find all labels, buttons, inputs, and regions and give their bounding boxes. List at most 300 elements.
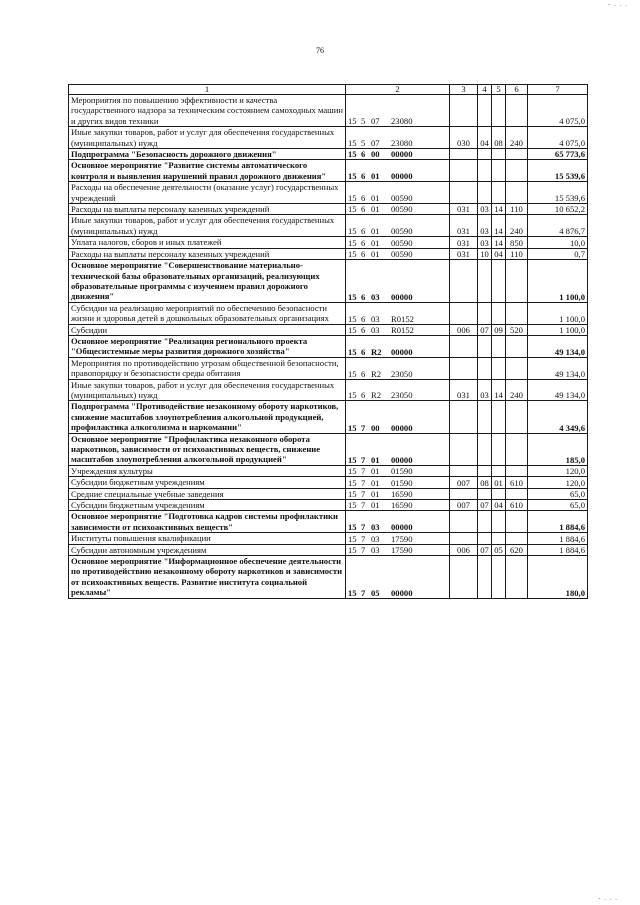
classification-code: 610 <box>506 500 528 511</box>
classification-code <box>506 511 528 533</box>
classification-code <box>450 302 478 324</box>
code-part: 7 <box>361 545 366 556</box>
table-row <box>69 248 588 259</box>
code-part: 6 <box>361 226 366 237</box>
classification-code <box>506 357 528 379</box>
classification-code: 14 <box>492 215 506 237</box>
classification-code: 110 <box>506 204 528 215</box>
classification-code: 240 <box>506 127 528 149</box>
code-part: 15 <box>348 454 357 465</box>
item-name: Мероприятия по противодействию угрозам общественной безопасности, правопорядку и безопасности среды обитания <box>69 357 346 379</box>
code-part: 15 <box>348 324 357 335</box>
classification-code: 110 <box>506 248 528 259</box>
program-code <box>346 149 450 160</box>
code-part: 23080 <box>391 138 413 149</box>
item-name: Иные закупки товаров, работ и услуг для обеспечения государственных (муниципальных) нужд <box>69 127 346 149</box>
classification-code <box>478 160 492 182</box>
classification-code <box>506 433 528 465</box>
program-code <box>346 324 450 335</box>
code-part: 01590 <box>391 466 413 477</box>
item-name: Субсидии бюджетным учреждениям <box>69 477 346 488</box>
program-code <box>346 500 450 511</box>
code-part: 03 <box>371 522 380 533</box>
classification-code <box>506 149 528 160</box>
program-code <box>346 160 450 182</box>
classification-code: 030 <box>450 127 478 149</box>
amount: 4 876,7 <box>528 215 588 237</box>
amount: 49 134,0 <box>528 335 588 357</box>
code-part: 15 <box>348 313 357 324</box>
header-cell: 5 <box>492 85 506 95</box>
classification-code: 850 <box>506 237 528 248</box>
classification-code <box>506 401 528 433</box>
classification-code <box>506 556 528 599</box>
classification-code <box>492 488 506 499</box>
code-part: 15 <box>348 171 357 182</box>
classification-code: 09 <box>492 324 506 335</box>
item-name: Основное мероприятие "Информационное обеспечение деятельности по противодействию незаконному обороту наркотиков и зависимости от психоактивных веществ. Развитие института социальной рекламы" <box>69 556 346 599</box>
classification-code <box>450 401 478 433</box>
program-code <box>346 544 450 555</box>
item-name: Основное мероприятие "Развитие системы автоматического контроля и выявления нарушений правил дорожного движения" <box>69 160 346 182</box>
code-part: 7 <box>361 454 366 465</box>
classification-code <box>478 182 492 204</box>
table-row <box>69 260 588 303</box>
classification-code <box>450 149 478 160</box>
table-row <box>69 379 588 401</box>
classification-code <box>478 401 492 433</box>
code-part: 03 <box>371 291 380 302</box>
code-part: 01 <box>371 489 380 500</box>
code-part: 7 <box>361 533 366 544</box>
amount: 15 539,6 <box>528 182 588 204</box>
code-part: 00000 <box>391 346 413 357</box>
code-part: 00000 <box>391 149 413 160</box>
classification-code: 031 <box>450 248 478 259</box>
code-part: 00000 <box>391 422 413 433</box>
code-part: 15 <box>348 193 357 204</box>
code-part: 01 <box>371 226 380 237</box>
classification-code: 007 <box>450 477 478 488</box>
classification-code: 08 <box>478 477 492 488</box>
code-part: 00000 <box>391 171 413 182</box>
code-part: 07 <box>371 138 380 149</box>
table-row <box>69 477 588 488</box>
classification-code: 04 <box>478 127 492 149</box>
classification-code <box>492 556 506 599</box>
code-part: 6 <box>361 193 366 204</box>
code-part: 6 <box>361 249 366 260</box>
table-row <box>69 237 588 248</box>
amount: 15 539,6 <box>528 160 588 182</box>
code-part: 03 <box>371 533 380 544</box>
item-name: Иные закупки товаров, работ и услуг для обеспечения государственных (муниципальных) нужд <box>69 215 346 237</box>
code-part: 07 <box>371 116 380 127</box>
classification-code: 610 <box>506 477 528 488</box>
amount: 49 134,0 <box>528 357 588 379</box>
code-part: 16590 <box>391 489 413 500</box>
code-part: 15 <box>348 346 357 357</box>
header-cell: 7 <box>528 85 588 95</box>
classification-code <box>506 160 528 182</box>
code-part: 15 <box>348 533 357 544</box>
classification-code: 04 <box>492 248 506 259</box>
table-row <box>69 465 588 476</box>
classification-code: 07 <box>478 324 492 335</box>
table-row <box>69 533 588 544</box>
code-part: 01 <box>371 454 380 465</box>
item-name: Институты повышения квалификации <box>69 533 346 544</box>
program-code <box>346 556 450 599</box>
code-part: 03 <box>371 313 380 324</box>
classification-code: 240 <box>506 379 528 401</box>
code-part: 00000 <box>391 522 413 533</box>
classification-code: 03 <box>478 379 492 401</box>
code-part: 6 <box>361 390 366 401</box>
code-part: 00000 <box>391 291 413 302</box>
program-code <box>346 182 450 204</box>
code-part: 15 <box>348 489 357 500</box>
code-part: 00590 <box>391 237 413 248</box>
amount: 4 349,6 <box>528 401 588 433</box>
table-row <box>69 500 588 511</box>
code-part: 01 <box>371 237 380 248</box>
classification-code <box>506 533 528 544</box>
item-name: Расходы на обеспечение деятельности (оказание услуг) государственных учреждений <box>69 182 346 204</box>
classification-code: 031 <box>450 204 478 215</box>
table-row <box>69 433 588 465</box>
table-row <box>69 324 588 335</box>
amount: 1 884,6 <box>528 544 588 555</box>
amount: 1 100,0 <box>528 324 588 335</box>
classification-code: 05 <box>492 544 506 555</box>
code-part: 17590 <box>391 533 413 544</box>
classification-code <box>450 160 478 182</box>
code-part: R2 <box>371 368 382 379</box>
header-cell: 2 <box>346 85 450 95</box>
table-row <box>69 544 588 555</box>
classification-code: 04 <box>492 500 506 511</box>
item-name: Субсидии на реализацию мероприятий по обеспечению безопасности жизни и здоровья детей в дошкольных образовательных организациях <box>69 302 346 324</box>
program-code <box>346 433 450 465</box>
classification-code <box>492 465 506 476</box>
classification-code: 14 <box>492 204 506 215</box>
item-name: Субсидии бюджетным учреждениям <box>69 500 346 511</box>
amount: 10 652,2 <box>528 204 588 215</box>
code-part: 05 <box>371 587 380 598</box>
code-part: 00000 <box>391 587 413 598</box>
classification-code <box>506 488 528 499</box>
classification-code <box>450 465 478 476</box>
code-part: 6 <box>361 149 366 160</box>
program-code <box>346 401 450 433</box>
classification-code <box>450 335 478 357</box>
classification-code <box>478 533 492 544</box>
item-name: Иные закупки товаров, работ и услуг для обеспечения государственных (муниципальных) нужд <box>69 379 346 401</box>
code-part: 15 <box>348 587 357 598</box>
code-part: 15 <box>348 291 357 302</box>
item-name: Основное мероприятие "Подготовка кадров системы профилактики зависимости от психоактивных веществ" <box>69 511 346 533</box>
code-part: 15 <box>348 466 357 477</box>
amount: 49 134,0 <box>528 379 588 401</box>
classification-code: 031 <box>450 237 478 248</box>
classification-code <box>492 433 506 465</box>
code-part: 6 <box>361 291 366 302</box>
amount: 4 075,0 <box>528 127 588 149</box>
code-part: 5 <box>361 116 366 127</box>
classification-code <box>492 160 506 182</box>
program-code <box>346 248 450 259</box>
classification-code <box>492 149 506 160</box>
item-name: Субсидии <box>69 324 346 335</box>
amount: 120,0 <box>528 465 588 476</box>
code-part: 7 <box>361 587 366 598</box>
code-part: 15 <box>348 138 357 149</box>
program-code <box>346 215 450 237</box>
header-cell: 4 <box>478 85 492 95</box>
classification-code: 03 <box>478 237 492 248</box>
table-row <box>69 149 588 160</box>
classification-code <box>492 302 506 324</box>
table-row <box>69 401 588 433</box>
code-part: 23080 <box>391 116 413 127</box>
code-part: 00590 <box>391 193 413 204</box>
code-part: 01 <box>371 500 380 511</box>
classification-code: 620 <box>506 544 528 555</box>
header-row <box>69 85 588 95</box>
table-row <box>69 127 588 149</box>
code-part: 01 <box>371 466 380 477</box>
code-part: 7 <box>361 522 366 533</box>
code-part: 01 <box>371 204 380 215</box>
classification-code <box>492 95 506 127</box>
page-number: 76 <box>316 46 324 55</box>
classification-code: 10 <box>478 248 492 259</box>
classification-code: 006 <box>450 324 478 335</box>
classification-code <box>506 95 528 127</box>
code-part: 15 <box>348 500 357 511</box>
amount: 1 100,0 <box>528 260 588 303</box>
header-cell: 1 <box>69 85 346 95</box>
table-row <box>69 511 588 533</box>
code-part: 00590 <box>391 204 413 215</box>
item-name: Субсидии автономным учреждениям <box>69 544 346 555</box>
program-code <box>346 511 450 533</box>
amount: 185,0 <box>528 433 588 465</box>
program-code <box>346 477 450 488</box>
item-name: Расходы на выплаты персоналу казенных учреждений <box>69 204 346 215</box>
program-code <box>346 379 450 401</box>
code-part: 15 <box>348 237 357 248</box>
classification-code <box>478 335 492 357</box>
classification-code <box>492 511 506 533</box>
amount: 10,0 <box>528 237 588 248</box>
code-part: 15 <box>348 149 357 160</box>
code-part: 00 <box>371 422 380 433</box>
item-name: Расходы на выплаты персоналу казенных учреждений <box>69 248 346 259</box>
code-part: 01590 <box>391 477 413 488</box>
item-name: Уплата налогов, сборов и иных платежей <box>69 237 346 248</box>
classification-code: 07 <box>478 544 492 555</box>
classification-code: 03 <box>478 215 492 237</box>
classification-code <box>478 433 492 465</box>
classification-code <box>506 182 528 204</box>
classification-code <box>492 357 506 379</box>
classification-code: 006 <box>450 544 478 555</box>
amount: 1 884,6 <box>528 533 588 544</box>
code-part: 6 <box>361 204 366 215</box>
code-part: 7 <box>361 489 366 500</box>
amount: 65,0 <box>528 488 588 499</box>
classification-code <box>478 511 492 533</box>
amount: 4 075,0 <box>528 95 588 127</box>
code-part: 15 <box>348 204 357 215</box>
classification-code <box>450 260 478 303</box>
code-part: 6 <box>361 237 366 248</box>
code-part: R2 <box>371 390 382 401</box>
classification-code <box>478 556 492 599</box>
code-part: 15 <box>348 249 357 260</box>
program-code <box>346 357 450 379</box>
code-part: 6 <box>361 324 366 335</box>
amount: 1 884,6 <box>528 511 588 533</box>
classification-code: 07 <box>478 500 492 511</box>
code-part: 7 <box>361 477 366 488</box>
code-part: 15 <box>348 116 357 127</box>
table-row <box>69 182 588 204</box>
code-part: 15 <box>348 545 357 556</box>
amount: 120,0 <box>528 477 588 488</box>
code-part: 7 <box>361 422 366 433</box>
classification-code <box>478 260 492 303</box>
code-part: 15 <box>348 368 357 379</box>
code-part: 01 <box>371 171 380 182</box>
classification-code: 01 <box>492 477 506 488</box>
classification-code <box>450 488 478 499</box>
classification-code: 031 <box>450 215 478 237</box>
program-code <box>346 127 450 149</box>
classification-code <box>450 95 478 127</box>
classification-code <box>478 465 492 476</box>
code-part: 23050 <box>391 390 413 401</box>
classification-code <box>492 335 506 357</box>
table-row <box>69 302 588 324</box>
item-name: Основное мероприятие "Профилактика незаконного оборота наркотиков, зависимости от психоактивных веществ, снижение масштабов злоупотребления алкогольной продукцией" <box>69 433 346 465</box>
classification-code <box>478 357 492 379</box>
classification-code: 007 <box>450 500 478 511</box>
item-name: Учреждения культуры <box>69 465 346 476</box>
table-row <box>69 95 588 127</box>
program-code <box>346 260 450 303</box>
budget-table <box>68 84 588 599</box>
code-part: 01 <box>371 193 380 204</box>
code-part: 00000 <box>391 454 413 465</box>
classification-code <box>492 401 506 433</box>
amount: 65 773,6 <box>528 149 588 160</box>
classification-code <box>478 95 492 127</box>
item-name: Основное мероприятие "Совершенствование материально-технической базы образовательных организаций, реализующих образовательные программы с изучением правил дорожного движения" <box>69 260 346 303</box>
code-part: 6 <box>361 313 366 324</box>
code-part: 00590 <box>391 249 413 260</box>
classification-code <box>478 149 492 160</box>
table-row <box>69 160 588 182</box>
classification-code <box>450 511 478 533</box>
item-name: Мероприятия по повышению эффективности и качества государственного надзора за техническим состоянием самоходных машин и других видов техники <box>69 95 346 127</box>
item-name: Подпрограмма "Безопасность дорожного движения" <box>69 149 346 160</box>
program-code <box>346 465 450 476</box>
code-part: R2 <box>371 346 382 357</box>
table-body <box>69 85 588 599</box>
corner-mark-bottom: - . . . <box>598 894 618 902</box>
classification-code <box>450 556 478 599</box>
table-row <box>69 335 588 357</box>
code-part: 01 <box>371 477 380 488</box>
code-part: R0152 <box>391 313 414 324</box>
code-part: 6 <box>361 171 366 182</box>
program-code <box>346 95 450 127</box>
code-part: 6 <box>361 368 366 379</box>
classification-code: 03 <box>478 204 492 215</box>
classification-code: 08 <box>492 127 506 149</box>
code-part: 15 <box>348 390 357 401</box>
item-name: Средние специальные учебные заведения <box>69 488 346 499</box>
classification-code <box>506 465 528 476</box>
classification-code <box>506 260 528 303</box>
amount: 0,7 <box>528 248 588 259</box>
classification-code <box>450 182 478 204</box>
classification-code: 14 <box>492 237 506 248</box>
classification-code <box>450 433 478 465</box>
header-cell: 6 <box>506 85 528 95</box>
code-part: 01 <box>371 249 380 260</box>
code-part: 03 <box>371 545 380 556</box>
code-part: 17590 <box>391 545 413 556</box>
code-part: 15 <box>348 422 357 433</box>
code-part: R0152 <box>391 324 414 335</box>
header-cell: 3 <box>450 85 478 95</box>
code-part: 5 <box>361 138 366 149</box>
amount: 1 100,0 <box>528 302 588 324</box>
classification-code: 240 <box>506 215 528 237</box>
classification-code: 520 <box>506 324 528 335</box>
classification-code <box>506 302 528 324</box>
code-part: 15 <box>348 522 357 533</box>
program-code <box>346 335 450 357</box>
classification-code <box>478 488 492 499</box>
table-row <box>69 215 588 237</box>
classification-code <box>478 302 492 324</box>
classification-code: 031 <box>450 379 478 401</box>
corner-mark-top: - . . . <box>608 0 628 8</box>
item-name: Подпрограмма "Противодействие незаконному обороту наркотиков, снижение масштабов злоупотребления алкогольной продукцией, профилактика алкоголизма и наркомании" <box>69 401 346 433</box>
code-part: 00590 <box>391 226 413 237</box>
table-row <box>69 204 588 215</box>
code-part: 7 <box>361 500 366 511</box>
amount: 180,0 <box>528 556 588 599</box>
code-part: 6 <box>361 346 366 357</box>
code-part: 16590 <box>391 500 413 511</box>
code-part: 15 <box>348 226 357 237</box>
classification-code <box>506 335 528 357</box>
code-part: 00 <box>371 149 380 160</box>
table-row <box>69 357 588 379</box>
code-part: 7 <box>361 466 366 477</box>
program-code <box>346 488 450 499</box>
item-name: Основное мероприятие "Реализация регионального проекта "Общесистемные меры развития дорожного хозяйства" <box>69 335 346 357</box>
classification-code: 14 <box>492 379 506 401</box>
program-code <box>346 204 450 215</box>
classification-code <box>492 182 506 204</box>
